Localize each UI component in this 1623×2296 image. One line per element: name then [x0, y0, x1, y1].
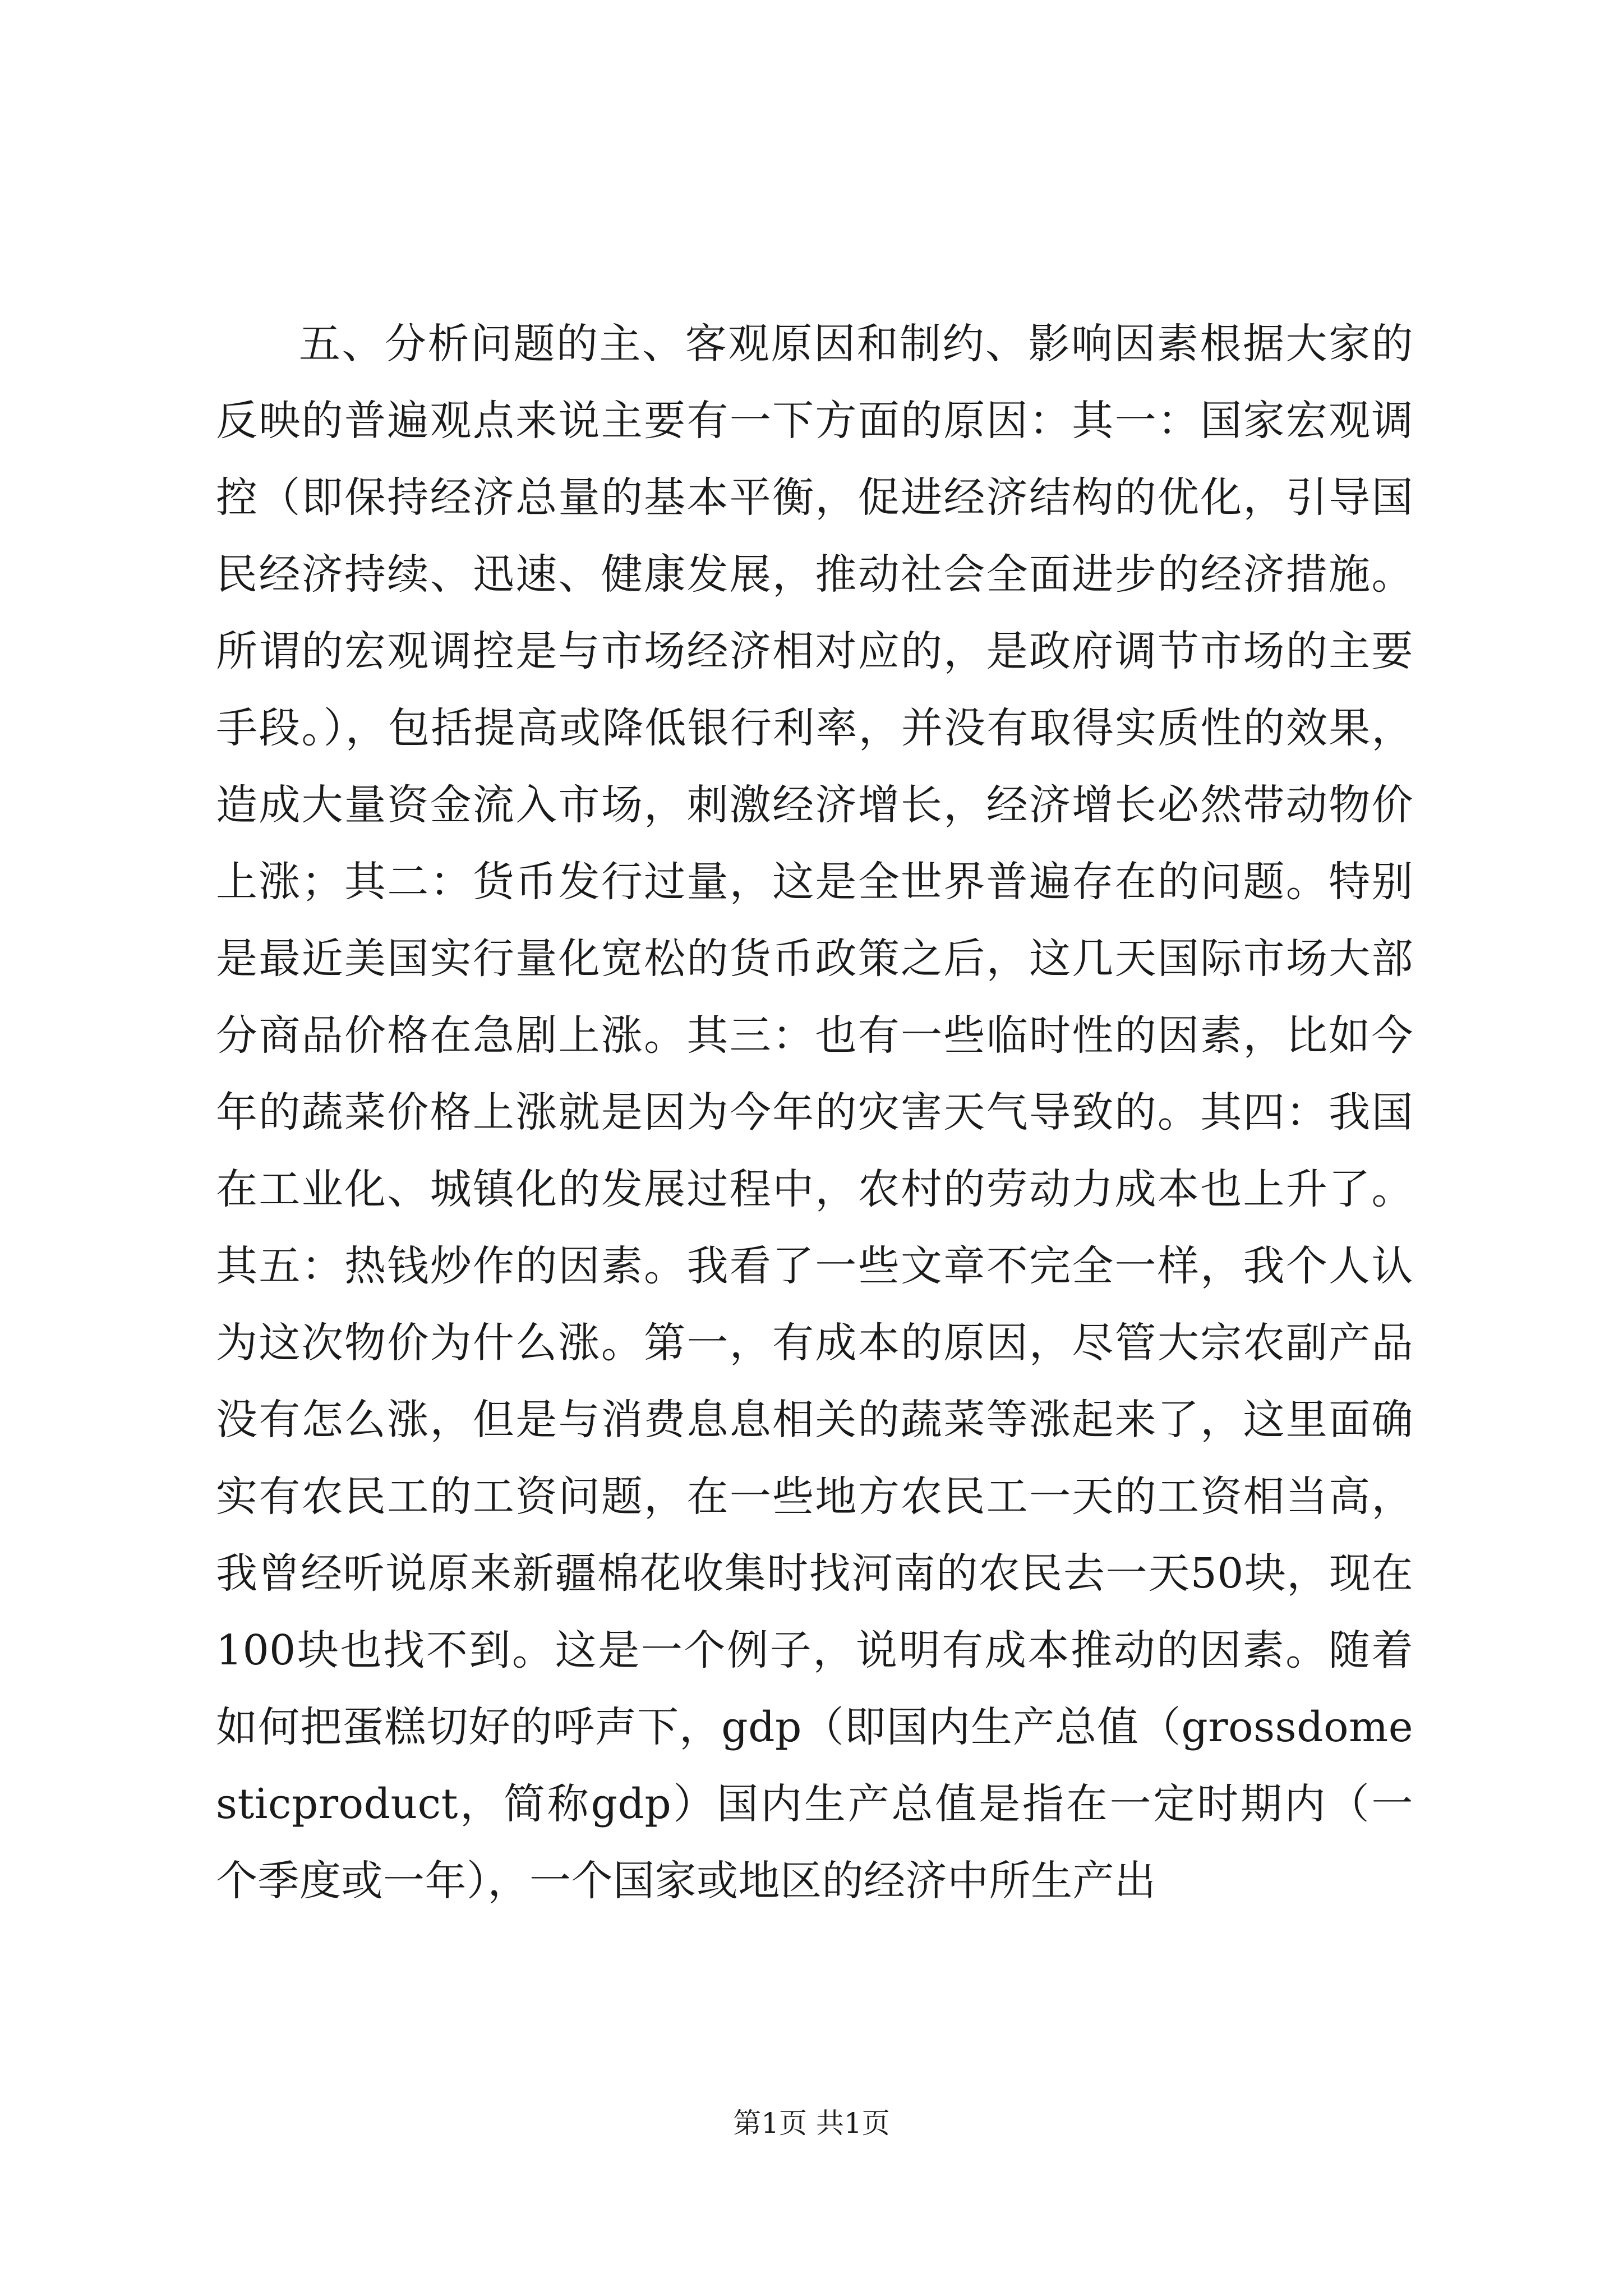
page-footer: 第1页 共1页 — [733, 2107, 890, 2139]
body-paragraph: 五、分析问题的主、客观原因和制约、影响因素根据大家的反映的普遍观点来说主要有一下方面的原因：其一：国家宏观调控（即保持经济总量的基本平衡，促进经济结构的优化，引导国民经济持续、迅速、健康发展，推动社会全面进步的经济措施。所谓的宏观调控是与市场经济相对应的，是政府调节市场的主要手段。），包括提高或降低银行利率，并没有取得实质性的效果，造成大量资金流入市场，刺激经济增长，经济增长必然带动物价上涨；其二：货币发行过量，这是全世界普遍存在的问题。特别是最近美国实行量化宽松的货币政策之后，这几天国际市场大部分商品价格在急剧上涨。其三：也有一些临时性的因素，比如今年的蔬菜价格上涨就是因为今年的灾害天气导致的。其四：我国在工业化、城镇化的发展过程中，农村的劳动力成本也上升了。其五：热钱炒作的因素。我看了一些文章不完全一样，我个人认为这次物价为什么涨。第一，有成本的原因，尽管大宗农副产品没有怎么涨，但是与消费息息相关的蔬菜等涨起来了，这里面确实有农民工的工资问题，在一些地方农民工一天的工资相当高，我曾经听说原来新疆棉花收集时找河南的农民去一天50块，现在100块也找不到。这是一个例子，说明有成本推动的因素。随着如何把蛋糕切好的呼声下，gdp（即国内生产总值（grossdomesticproduct，简称gdp）国内生产总值是指在一定时期内（一个季度或一年），一个国家或地区的经济中所生产出 — [216, 320, 1413, 1905]
